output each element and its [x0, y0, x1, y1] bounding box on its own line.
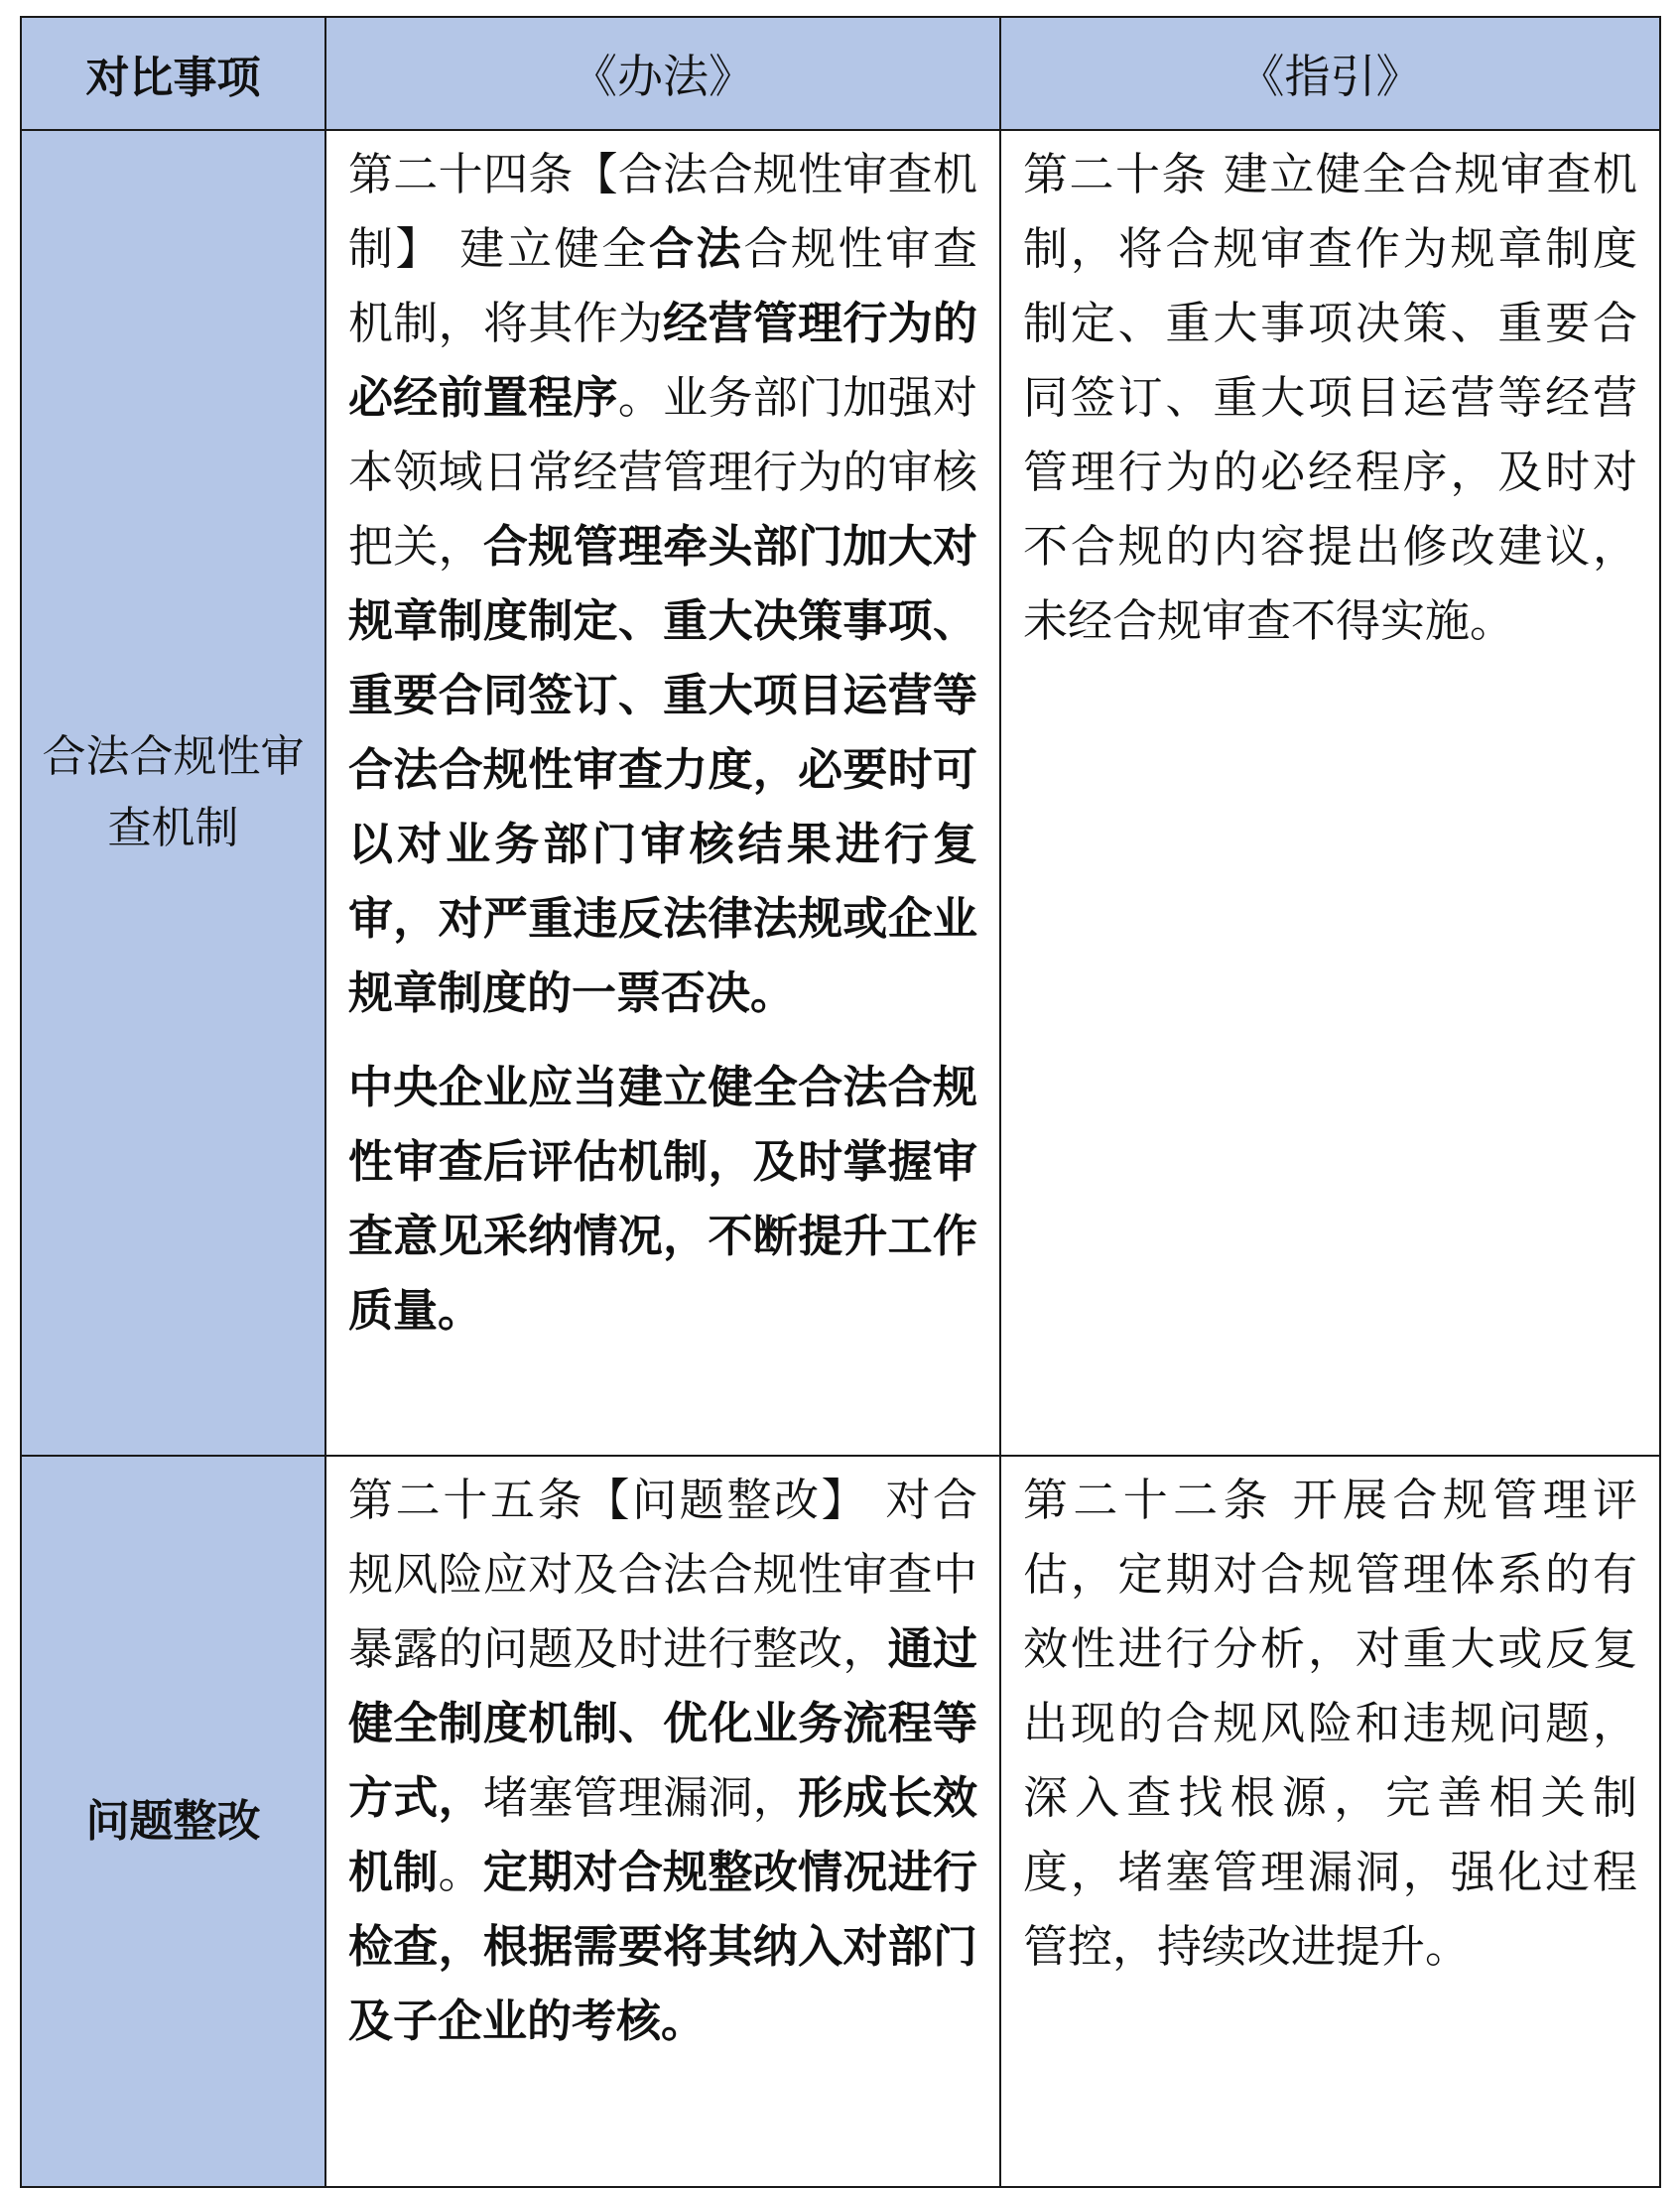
text-span: 。 [438, 1846, 483, 1898]
banfa-paragraph [348, 137, 977, 1030]
table-row-rectification [21, 1456, 1660, 2187]
zhiyin-paragraph: 第二十二条 开展合规管理评估，定期对合规管理体系的有效性进行分析，对重大或反复出现的合规风险和违规问题，深入查找根源，完善相关制度，堵塞管理漏洞，强化过程管控，持续改进提升。 [1023, 1474, 1637, 1973]
banfa-cell [325, 1456, 1000, 2187]
banfa-paragraph [348, 1463, 977, 2058]
text-span: 第二十五条【问题整改】 对合规风险应对及合法合规性审查中暴露的问题及时进行整改， [348, 1474, 977, 1675]
bold-span: 经营管理行为的必经前置程序 [348, 297, 977, 424]
bold-span: 合法 [648, 222, 744, 275]
text-span: 第二十四条【合法合规性审查机制】 建立健全 [348, 148, 977, 275]
topic-cell [21, 130, 325, 1456]
bold-span: 定期对合规整改情况进行检查，根据需要将其纳入对部门及子企业的考核。 [348, 1846, 977, 2047]
zhiyin-paragraph: 第二十条 建立健全合规审查机制，将合规审查作为规章制度制定、重大事项决策、重要合同签订、重大项目运营等经营管理行为的必经程序，及时对不合规的内容提出修改建议，未经合规审查不得实施。 [1023, 148, 1637, 647]
zhiyin-cell [1000, 1456, 1660, 2187]
banfa-paragraph-2: 中央企业应当建立健全合法合规性审查后评估机制，及时掌握审查意见采纳情况，不断提升工作质量。 [348, 1061, 977, 1337]
header-banfa: 《办法》 [325, 17, 1000, 130]
text-span: 堵塞管理漏洞， [482, 1771, 799, 1824]
topic-label: 问题整改 [85, 1795, 261, 1847]
bold-span: 合规管理牵头部门加大对规章制度制定、重大决策事项、重要合同签订、重大项目运营等合法合规性审查力度，必要时可以对业务部门审核结果进行复审，对严重违反法律法规或企业规章制度的一票否决。 [348, 520, 977, 1019]
comparison-table [20, 16, 1661, 2188]
topic-cell [21, 1456, 325, 2187]
banfa-cell [325, 130, 1000, 1456]
bold-span: 通过健全制度机制、优化业务流程等方式， [348, 1622, 977, 1824]
zhiyin-cell [1000, 130, 1660, 1456]
text-span: 。业务部门加强对本领域日常经营管理行为的审核把关， [348, 371, 977, 573]
bold-span: 形成长效机制 [348, 1771, 977, 1898]
header-zhiyin: 《指引》 [1000, 17, 1660, 130]
text-span: 合规性审查机制，将其作为 [348, 222, 977, 349]
header-row [21, 17, 1660, 130]
table-row-compliance-review [21, 130, 1660, 1456]
topic-label: 合法合规性审查机制 [42, 731, 305, 853]
header-topic: 对比事项 [21, 17, 325, 130]
